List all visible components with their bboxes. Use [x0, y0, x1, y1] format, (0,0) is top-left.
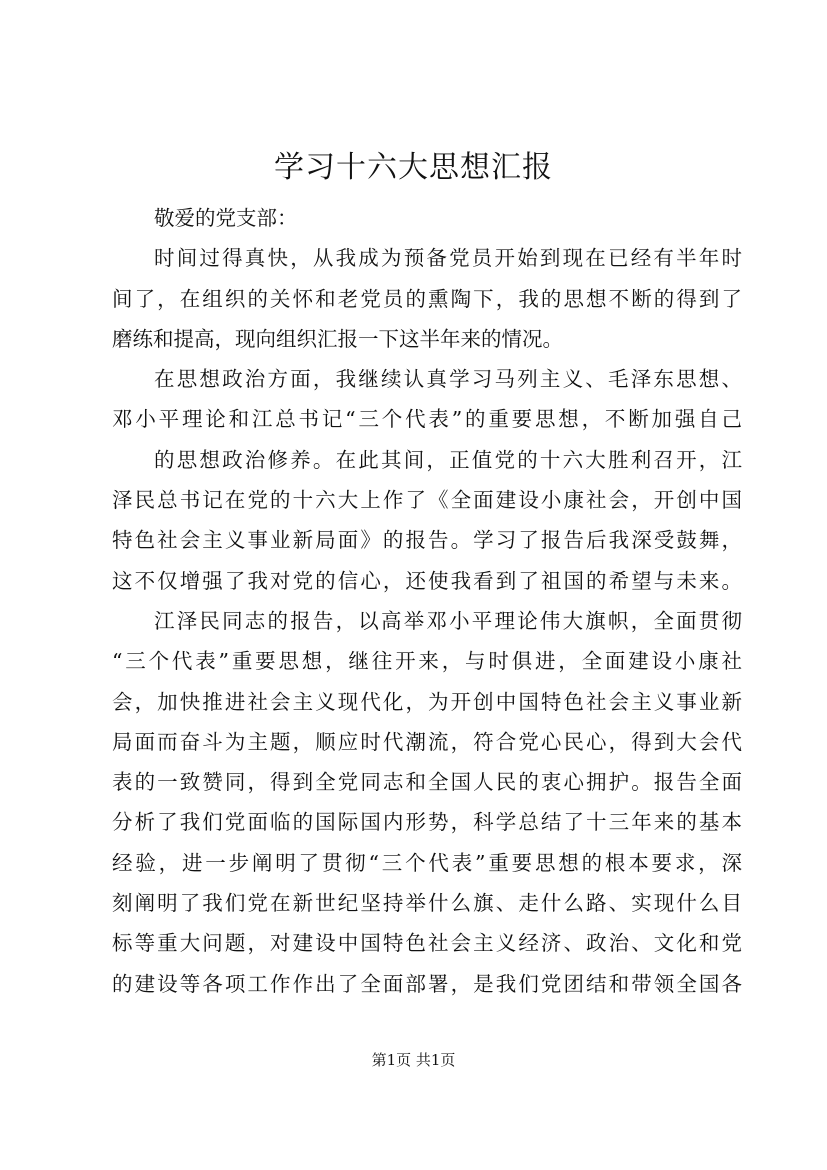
text-line: 的建设等各项工作作出了全面部署，是我们党团结和带领全国各 [112, 971, 742, 996]
text-line: 磨练和提高，现向组织汇报一下这半年来的情况。 [112, 326, 563, 351]
text-line: 时间过得真快，从我成为预备党员开始到现在已经有半年时 [154, 246, 742, 271]
text-line: 邓小平理论和江总书记“三个代表”的重要思想，不断加强自己 [112, 407, 742, 432]
text-line: 分析了我们党面临的国际国内形势，科学总结了十三年来的基本 [112, 810, 742, 835]
text-line: 表的一致赞同，得到全党同志和全国人民的衷心拥护。报告全面 [112, 770, 742, 795]
text-line: 会，加快推进社会主义现代化，为开创中国特色社会主义事业新 [112, 689, 742, 714]
text-line: 局面而奋斗为主题，顺应时代潮流，符合党心民心，得到大会代 [112, 729, 742, 754]
document-title: 学习十六大思想汇报 [274, 150, 553, 185]
document-body [112, 198, 742, 1004]
text-line: 江泽民同志的报告，以高举邓小平理论伟大旗帜，全面贯彻 [154, 608, 742, 633]
text-line: 的思想政治修养。在此其间，正值党的十六大胜利召开，江 [154, 447, 742, 472]
text-line: 刻阐明了我们党在新世纪坚持举什么旗、走什么路、实现什么目 [112, 891, 742, 916]
text-line: 经验，进一步阐明了贯彻“三个代表”重要思想的根本要求，深 [112, 850, 742, 875]
text-line: 泽民总书记在党的十六大上作了《全面建设小康社会，开创中国 [112, 488, 742, 513]
text-line: 特色社会主义事业新局面》的报告。学习了报告后我深受鼓舞， [112, 528, 742, 553]
text-line: 这不仅增强了我对党的信心，还使我看到了祖国的希望与未来。 [112, 568, 742, 593]
text-line: 标等重大问题，对建设中国特色社会主义经济、政治、文化和党 [112, 931, 742, 956]
text-line: “三个代表”重要思想，继往开来，与时俱进，全面建设小康社 [112, 649, 742, 674]
text-line: 在思想政治方面，我继续认真学习马列主义、毛泽东思想、 [154, 367, 742, 392]
page-footer: 第1页 共1页 [371, 1051, 456, 1069]
salutation-line: 敬爱的党支部： [154, 206, 298, 230]
text-line: 间了，在组织的关怀和老党员的熏陶下，我的思想不断的得到了 [112, 286, 742, 311]
